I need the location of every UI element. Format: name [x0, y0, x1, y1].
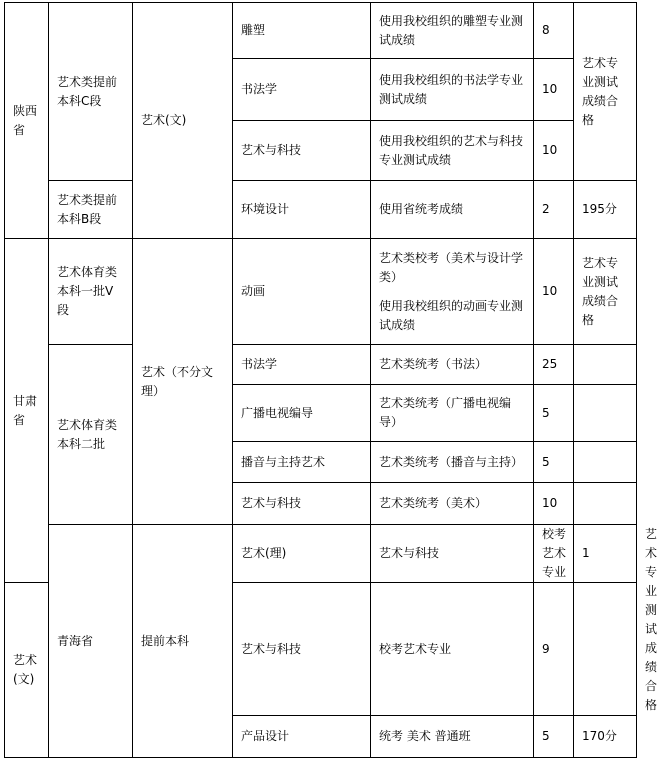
- requirement-cell: 170分: [574, 716, 637, 758]
- requirement-cell: [574, 385, 637, 442]
- batch-cell: 提前本科: [133, 525, 233, 758]
- batch-cell: 艺术体育类本科二批: [49, 345, 133, 525]
- basis-cell: 艺术类统考（书法）: [371, 345, 534, 385]
- plan-cell: 1: [574, 525, 637, 583]
- basis-cell: 艺术类统考（美术）: [371, 483, 534, 525]
- category-cell: 艺术(文): [5, 583, 49, 758]
- plan-cell: 10: [534, 239, 574, 345]
- plan-cell: 25: [534, 345, 574, 385]
- plan-cell: 10: [534, 59, 574, 121]
- basis-cell: 使用我校组织的艺术与科技专业测试成绩: [371, 121, 534, 181]
- table-row: [5, 181, 637, 239]
- province-cell: 陕西省: [5, 3, 49, 239]
- plan-cell: 5: [534, 716, 574, 758]
- plan-cell: 10: [534, 121, 574, 181]
- batch-cell: 艺术类提前本科C段: [49, 3, 133, 181]
- plan-cell: 5: [534, 442, 574, 483]
- table-row: [5, 3, 637, 59]
- basis-cell: 统考 美术 普通班: [371, 716, 534, 758]
- major-cell: 播音与主持艺术: [233, 442, 371, 483]
- requirement-cell: 195分: [574, 181, 637, 239]
- category-cell: 艺术(文): [133, 3, 233, 239]
- basis-cell: 校考艺术专业: [371, 583, 534, 716]
- major-cell: 产品设计: [233, 716, 371, 758]
- plan-cell: 5: [534, 385, 574, 442]
- table-row: [5, 239, 637, 345]
- province-cell: 甘肃省: [5, 239, 49, 583]
- plan-cell: 2: [534, 181, 574, 239]
- basis-cell: 艺术类统考（广播电视编导）: [371, 385, 534, 442]
- requirement-cell: 艺术专业测试成绩合格: [574, 239, 637, 345]
- major-cell: 艺术与科技: [233, 583, 371, 716]
- major-cell: 书法学: [233, 59, 371, 121]
- major-cell: 广播电视编导: [233, 385, 371, 442]
- batch-cell: 艺术体育类本科一批V段: [49, 239, 133, 345]
- basis-cell: 使用省统考成绩: [371, 181, 534, 239]
- requirement-cell: [574, 345, 637, 385]
- requirement-cell: [574, 442, 637, 483]
- major-cell: 艺术与科技: [233, 483, 371, 525]
- major-cell: 动画: [233, 239, 371, 345]
- basis-line: 使用我校组织的动画专业测试成绩: [379, 298, 524, 332]
- requirement-cell: [574, 483, 637, 525]
- basis-line: 艺术类校考（美术与设计学类）: [379, 250, 524, 284]
- basis-cell: [371, 239, 534, 345]
- category-cell: 艺术（不分文理）: [133, 239, 233, 525]
- major-cell: 环境设计: [233, 181, 371, 239]
- plan-cell: 10: [534, 483, 574, 525]
- batch-cell: 艺术类提前本科B段: [49, 181, 133, 239]
- plan-cell: 9: [534, 583, 574, 716]
- basis-cell: 艺术类统考（播音与主持）: [371, 442, 534, 483]
- table-row: 青海省 提前本科 艺术(理) 艺术与科技 校考艺术专业 1 艺术专业测试成绩合格: [5, 525, 637, 583]
- major-cell: 雕塑: [233, 3, 371, 59]
- basis-cell: 使用我校组织的书法学专业测试成绩: [371, 59, 534, 121]
- plan-cell: 8: [534, 3, 574, 59]
- requirement-cell: 艺术专业测试成绩合格: [574, 3, 637, 181]
- province-cell: 青海省: [49, 525, 133, 758]
- category-cell: 艺术(理): [233, 525, 371, 583]
- table-row: [5, 345, 637, 385]
- major-cell: 艺术与科技: [233, 121, 371, 181]
- major-cell: 书法学: [233, 345, 371, 385]
- admissions-table: [4, 2, 657, 758]
- major-cell: 艺术与科技: [371, 525, 534, 583]
- basis-cell: 使用我校组织的雕塑专业测试成绩: [371, 3, 534, 59]
- basis-cell: 校考艺术专业: [534, 525, 574, 583]
